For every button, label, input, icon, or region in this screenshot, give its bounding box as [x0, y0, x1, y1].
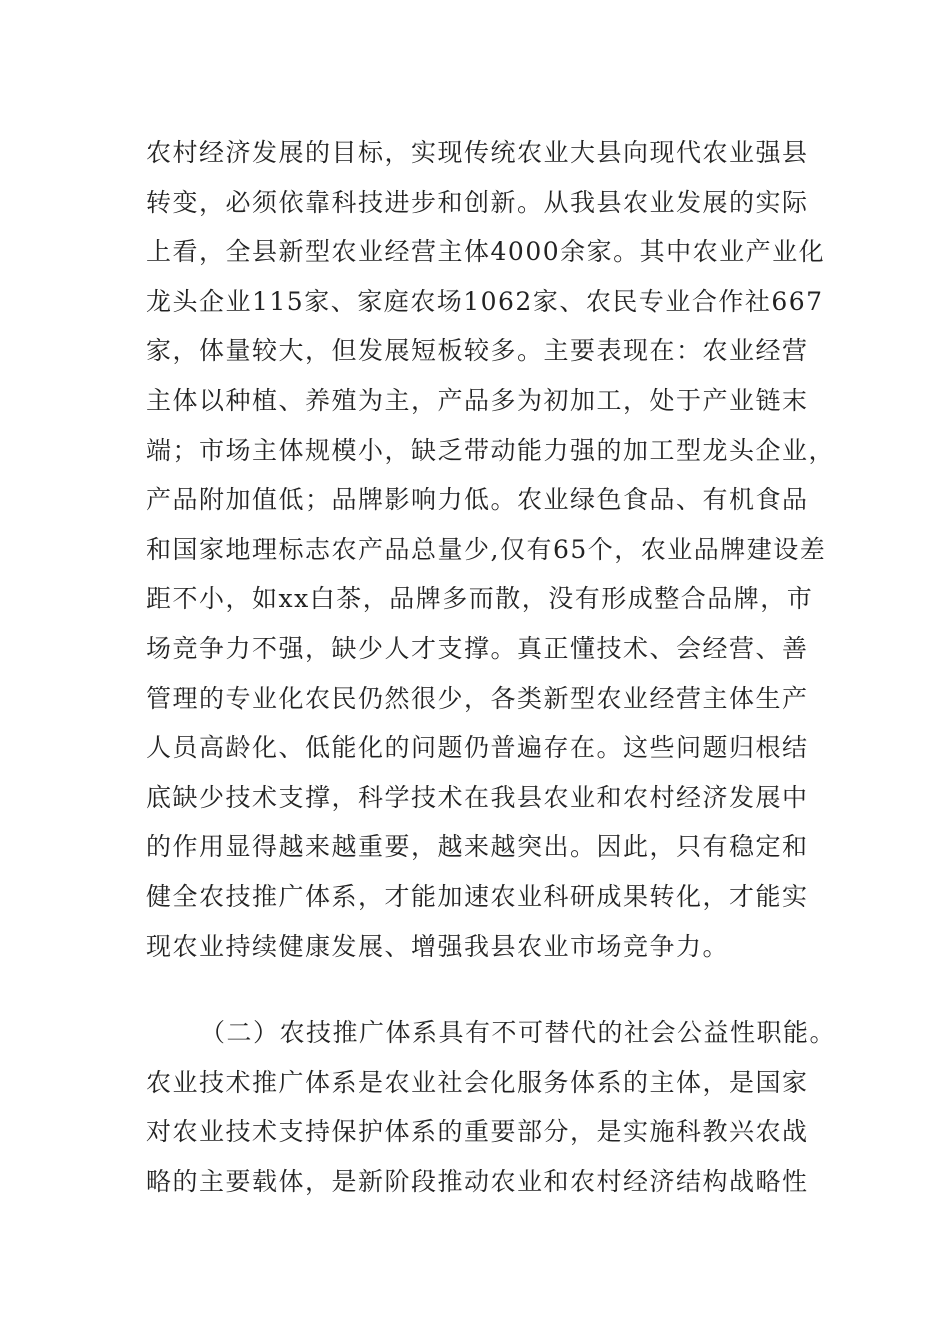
text-line: 端；市场主体规模小，缺乏带动能力强的加工型龙头企业，: [146, 435, 836, 465]
text-line: 和国家地理标志农产品总量少,仅有65个，农业品牌建设差: [146, 534, 827, 564]
text-line: 的作用显得越来越重要，越来越突出。因此，只有稳定和: [146, 832, 809, 862]
text-line: 农村经济发展的目标，实现传统农业大县向现代农业强县: [146, 138, 809, 167]
text-line: 家，体量较大，但发展短板较多。主要表现在：农业经营: [146, 336, 809, 366]
text-line: 距不小，如xx白茶，品牌多而散，没有形成整合品牌，市: [146, 584, 814, 614]
text-line: 上看，全县新型农业经营主体4000余家。其中农业产业化: [146, 237, 826, 267]
text-line: 农业技术推广体系是农业社会化服务体系的主体，是国家: [146, 1067, 809, 1097]
text-line: 略的主要载体，是新阶段推动农业和农村经济结构战略性: [146, 1166, 809, 1196]
text-line: 产品附加值低；品牌影响力低。农业绿色食品、有机食品: [146, 485, 809, 515]
text-line: 底缺少技术支撑，科学技术在我县农业和农村经济发展中: [146, 782, 809, 812]
text-line: 龙头企业115家、家庭农场1062家、农民专业合作社667: [146, 286, 824, 316]
text-line: 健全农技推广体系，才能加速农业科研成果转化，才能实: [146, 881, 809, 911]
text-line: 对农业技术支持保护体系的重要部分，是实施科教兴农战: [146, 1117, 809, 1147]
text-line: 转变，必须依靠科技进步和创新。从我县农业发展的实际: [146, 187, 809, 217]
text-line: 现农业持续健康发展、增强我县农业市场竞争力。: [146, 931, 730, 961]
text-line: 场竞争力不强，缺少人才支撑。真正懂技术、会经营、善: [146, 633, 809, 663]
section-heading-line: （二）农技推广体系具有不可替代的社会公益性职能。: [200, 1018, 837, 1047]
text-line: 管理的专业化农民仍然很少，各类新型农业经营主体生产: [146, 683, 809, 713]
text-line: 主体以种植、养殖为主，产品多为初加工，处于产业链末: [146, 385, 809, 415]
body-paragraph: [146, 1008, 837, 1206]
body-paragraph: [146, 128, 836, 971]
text-line: 人员高龄化、低能化的问题仍普遍存在。这些问题归根结: [146, 733, 809, 763]
